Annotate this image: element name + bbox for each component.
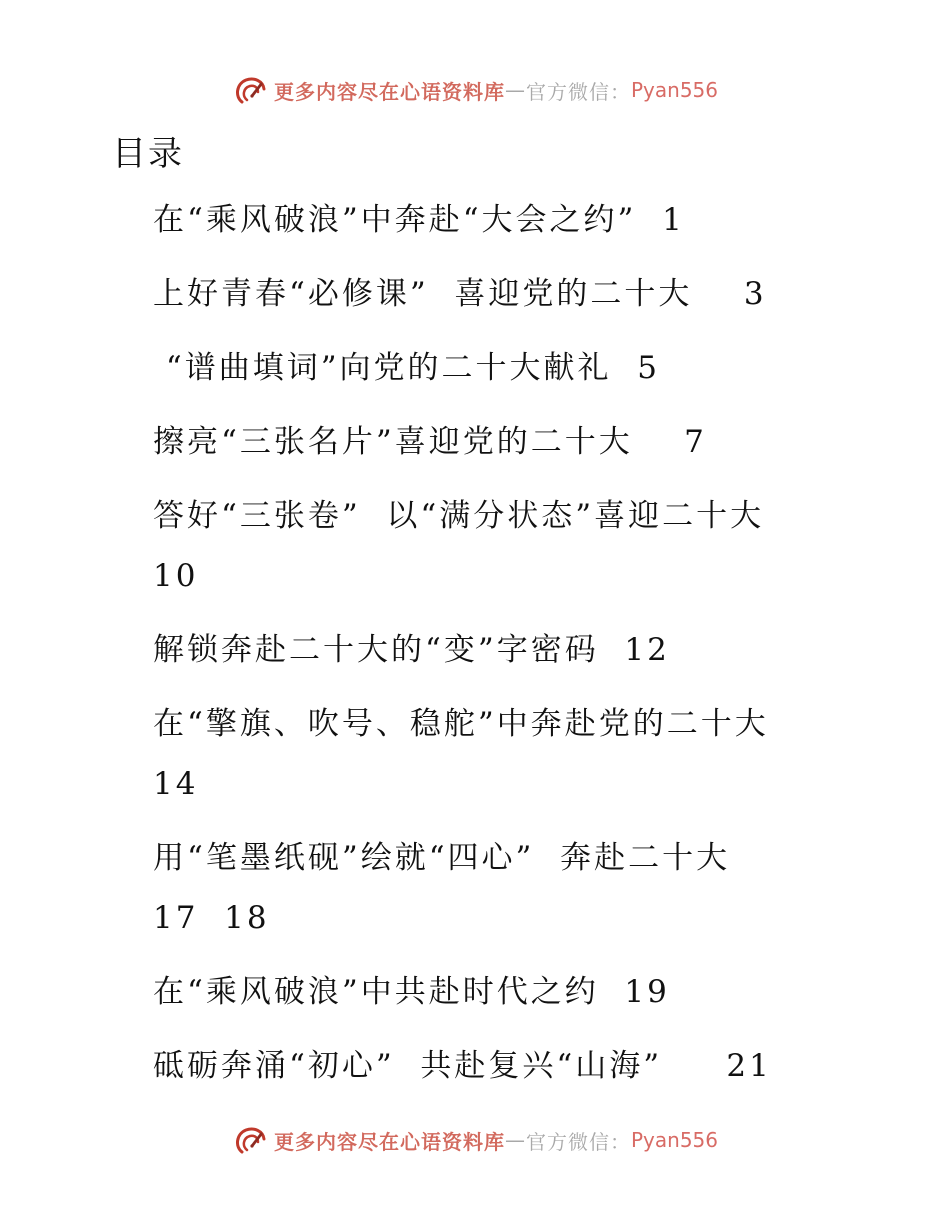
toc-entry-page-line: 14 xyxy=(153,766,199,802)
toc-gap xyxy=(153,478,833,492)
toc-entry-line: 用“笔墨纸砚”绘就“四心” 奔赴二十大 xyxy=(153,840,731,876)
toc-list xyxy=(153,196,833,1102)
watermark-main-text: 更多内容尽在心语资料库 xyxy=(273,79,505,104)
watermark-separator: — xyxy=(504,1128,526,1152)
toc-entry-line: 砥砺奔涌“初心” 共赴复兴“山海” 21 xyxy=(153,1048,772,1084)
toc-entry xyxy=(153,700,833,820)
pen-nib-swirl-icon xyxy=(232,72,268,108)
watermark-separator: — xyxy=(504,78,526,102)
toc-entry-line: 擦亮“三张名片”喜迎党的二十大 7 xyxy=(153,424,707,460)
toc-entry-line: 上好青春“必修课” 喜迎党的二十大 3 xyxy=(153,276,767,312)
toc-entry xyxy=(153,270,833,330)
footer-watermark xyxy=(0,1120,950,1160)
pen-nib-swirl-icon xyxy=(232,1122,268,1158)
watermark-official-text: 官方微信： xyxy=(525,79,631,104)
toc-entry xyxy=(153,968,833,1028)
toc-gap xyxy=(153,330,833,344)
toc-entry xyxy=(153,418,833,478)
toc-entry-line: 在“乘风破浪”中奔赴“大会之约” 1 xyxy=(153,202,685,238)
watermark-handle: Pyan556 xyxy=(630,78,718,102)
toc-entry-line: 在“擎旗、吹号、稳舵”中奔赴党的二十大 xyxy=(153,706,769,742)
watermark-official-text: 官方微信： xyxy=(525,1129,631,1154)
toc-entry-page-line: 10 xyxy=(153,558,199,594)
toc-gap xyxy=(153,1028,833,1042)
toc-entry-line: 解锁奔赴二十大的“变”字密码 12 xyxy=(153,632,670,668)
toc-gap xyxy=(153,820,833,834)
toc-entry xyxy=(153,196,833,256)
toc-entry-line: 在“乘风破浪”中共赴时代之约 19 xyxy=(153,974,670,1010)
toc-entry xyxy=(153,834,833,954)
header-watermark xyxy=(0,70,950,110)
toc-entry xyxy=(153,1042,833,1102)
watermark-handle: Pyan556 xyxy=(630,1128,718,1152)
toc-gap xyxy=(153,686,833,700)
toc-gap xyxy=(153,612,833,626)
toc-gap xyxy=(153,256,833,270)
toc-entry-line: 答好“三张卷” 以“满分状态”喜迎二十大 xyxy=(153,498,765,534)
toc-gap xyxy=(153,404,833,418)
toc-entry xyxy=(153,344,833,404)
toc-entry-line: “谱曲填词”向党的二十大献礼 5 xyxy=(153,350,660,386)
toc-entry-page-line: 17 18 xyxy=(153,900,270,936)
toc-gap xyxy=(153,954,833,968)
toc-entry xyxy=(153,492,833,612)
toc-entry xyxy=(153,626,833,686)
watermark-main-text: 更多内容尽在心语资料库 xyxy=(273,1129,505,1154)
toc-title: 目录 xyxy=(112,134,184,174)
